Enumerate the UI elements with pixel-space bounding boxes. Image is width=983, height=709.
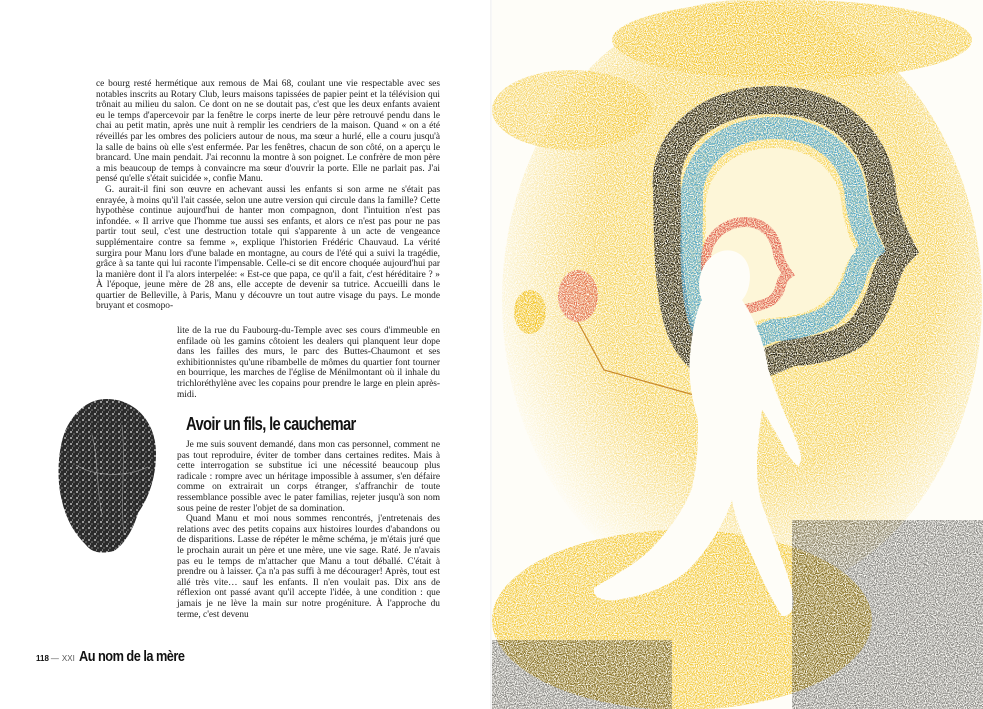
page-number: 118: [36, 654, 49, 663]
article-column-bottom: [177, 440, 440, 620]
page-folio: [36, 648, 203, 665]
folio-separator: —: [50, 654, 59, 663]
stone-head-illustration: [52, 395, 162, 555]
article-paragraph: G. aurait-il fini son œuvre en achevant aussi les enfants si son arme ne s'était pas enrayée, à moins qu'il l'ait cassée, selon une autre version qui circule dans la famille? Cette hypothèse continue aujourd'hui de hanter mon compagnon, dont l'intuition n'est pas infondée. « Il arrive que l'homme tue aussi ses enfants, et alors ce n'est pas pour ne pas partir tout seul, c'est une destruction totale qui s'apparente à un acte de vengeance supplémentaire contre sa femme », explique l'historien Frédéric Chauvaud. La vérité surgira pour Manu lors d'une balade en montagne, au cours de l'été qui a suivi la tragédie, grâce à sa tante qui lui raconte l'impensable. Celle-ci se dit encore choquée aujourd'hui par la manière dont il l'a alors interpelée: « Est-ce que papa, ce qu'il a fait, c'est héréditaire ? » À l'époque, jeune mère de 28 ans, elle accepte de devenir sa tutrice. Accueilli dans le quartier de Belleville, à Paris, Manu y découvre un tout autre visage du pays. Le monde bruyant et cosmopo-: [96, 184, 440, 312]
article-paragraph: Quand Manu et moi nous sommes rencontrés, j'entretenais des relations avec des petits copains aux histoires lourdes d'abandons ou de disparitions. Lasse de répéter le même schéma, je m'étais juré que le prochain aurait un père et une mère, une vie sage. Raté. Je n'avais pas eu le temps de m'attacher que Manu a tout déballé. C'était à prendre ou à laisser. Ça n'a pas suffi à me décourager! Après, tout est allé très vite… sauf les enfants. Il n'en voulait pas. Dix ans de réflexion ont passé avant qu'il accepte l'idée, à une condition : que jamais je ne lève la main sur notre progéniture. À l'approche du terme, c'est devenu: [177, 514, 440, 620]
article-paragraph: lite de la rue du Faubourg-du-Temple avec ses cours d'immeuble en enfilade où les gamins côtoient les dealers qui planquent leur dope dans les failles des murs, le parc des Buttes-Chaumont et ses exhibitionnistes qu'une ribambelle de mômes du quartier font tourner en bourrique, les marches de l'église de Ménilmontant où il inhale du trichloréthylène avec les copains pour prendre le large en plein après-midi.: [177, 326, 440, 400]
section-heading: Avoir un fils, le cauchemar: [186, 414, 356, 434]
right-page: [492, 0, 983, 709]
magazine-name: XXI: [61, 654, 75, 663]
article-paragraph: ce bourg resté hermétique aux remous de Mai 68, coulant une vie respectable avec ses notables inscrits au Rotary Club, leurs maisons tapissées de papier peint et la télévision qui trônait au milieu du salon. Ce dont on ne se doutait pas, c'est que les deux enfants avaient eu le temps d'apercevoir par la fenêtre le corps inerte de leur père retrouvé pendu dans le chai au petit matin, après une nuit à remplir les cendriers de la maison. Quand « on a été réveillés par les ombres des policiers autour de nous, ma sœur a hurlé, elle a couru jusqu'à la salle de bains où elle s'est enfermée. Par les fenêtres, chacun de son côté, on a aperçu le brancard. Une main pendait. J'ai reconnu la montre à son poignet. Le confrère de mon père a mis beaucoup de temps à convaincre ma sœur d'ouvrir la porte. Elle ne parlait pas. J'ai pensé qu'elle s'était suicidée », confie Manu.: [96, 79, 440, 185]
article-column-mid: [177, 326, 440, 400]
article-column-top: [96, 79, 440, 312]
folio-section-title: Au nom de la mère: [78, 648, 185, 665]
article-paragraph: Je me suis souvent demandé, dans mon cas personnel, comment ne pas tout reproduire, éviter de tomber dans certaines redites. Mais à cette interrogation se substitue ici une nécessité beaucoup plus radicale : rompre avec un héritage impossible à assumer, s'en défaire comme on extrairait un corps étranger, s'affranchir de toute ressemblance possible avec le pater familias, rejeter jusqu'à son nom sous peine de rester l'objet de sa domination.: [177, 440, 440, 514]
walking-child-illustration: [492, 0, 983, 709]
